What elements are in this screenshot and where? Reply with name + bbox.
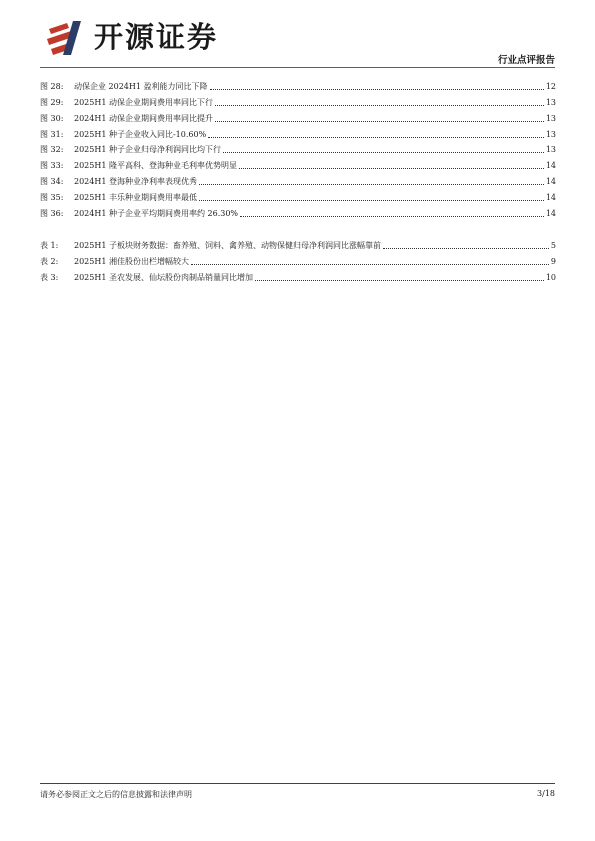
entry-title: 2025H1 种子企业收入同比-10.60% <box>74 129 207 139</box>
entry-title: 2024H1 种子企业平均期间费用率约 26.30% <box>74 209 239 219</box>
dot-leader <box>239 168 544 169</box>
entry-page: 13 <box>545 97 556 107</box>
entry-page: 14 <box>545 209 556 219</box>
toc-entry[interactable] <box>40 171 556 187</box>
toc-entry[interactable] <box>40 155 556 171</box>
entry-title: 动保企业 2024H1 盈利能力同比下降 <box>74 81 208 91</box>
toc-entry[interactable] <box>40 76 556 92</box>
entry-page: 14 <box>545 161 556 171</box>
dot-leader <box>255 280 544 281</box>
entry-page: 14 <box>545 193 556 203</box>
entry-label: 图 36: <box>40 209 64 219</box>
footer-disclaimer: 请务必参阅正文之后的信息披露和法律声明 <box>40 790 192 799</box>
dot-leader <box>215 121 544 122</box>
page-number: 3/18 <box>537 789 555 798</box>
entry-page: 5 <box>550 240 556 250</box>
entry-page: 14 <box>545 177 556 187</box>
dot-leader <box>191 264 549 265</box>
dot-leader <box>240 216 544 217</box>
brand-name: 开源证券 <box>94 20 219 54</box>
entry-label: 表 3: <box>40 272 59 282</box>
header-divider <box>40 67 555 68</box>
dot-leader <box>223 152 544 153</box>
entry-title: 2025H1 种子企业归母净利润同比均下行 <box>74 145 221 155</box>
dot-leader <box>210 89 544 90</box>
toc-entry[interactable] <box>40 92 556 108</box>
dot-leader <box>215 105 544 106</box>
entry-title: 2025H1 湘佳股份出栏增幅较大 <box>74 256 189 266</box>
entry-title: 2025H1 丰乐种业期间费用率最低 <box>74 193 197 203</box>
footer-divider <box>40 783 555 784</box>
entry-page: 13 <box>545 113 556 123</box>
toc-entry[interactable] <box>40 124 556 140</box>
page-header <box>0 0 595 66</box>
entry-page: 9 <box>550 256 556 266</box>
toc-entry[interactable] <box>40 108 556 124</box>
entry-title: 2025H1 隆平高科、登海种业毛利率优势明显 <box>74 161 237 171</box>
toc-entry[interactable] <box>40 251 556 267</box>
toc-entry[interactable] <box>40 203 556 219</box>
figure-list <box>40 76 556 219</box>
toc-entry[interactable] <box>40 235 556 251</box>
entry-label: 图 35: <box>40 193 64 203</box>
entry-label: 图 32: <box>40 145 64 155</box>
entry-title: 2024H1 动保企业期间费用率同比提升 <box>74 113 213 123</box>
entry-label: 图 33: <box>40 161 64 171</box>
toc-entry[interactable] <box>40 267 556 283</box>
entry-label: 表 1: <box>40 240 59 250</box>
brand-logo-icon <box>47 19 85 57</box>
dot-leader <box>199 200 544 201</box>
toc-entry[interactable] <box>40 187 556 203</box>
entry-page: 13 <box>545 129 556 139</box>
dot-leader <box>383 248 549 249</box>
entry-title: 2025H1 动保企业期间费用率同比下行 <box>74 97 213 107</box>
entry-label: 表 2: <box>40 256 59 266</box>
dot-leader <box>208 137 544 138</box>
table-list <box>40 235 556 283</box>
report-type: 行业点评报告 <box>497 55 555 66</box>
entry-page: 12 <box>545 81 556 91</box>
entry-label: 图 28: <box>40 81 64 91</box>
dot-leader <box>199 184 544 185</box>
entry-title: 2025H1 圣农发展、仙坛股份肉制品销量同比增加 <box>74 272 253 282</box>
entry-label: 图 34: <box>40 177 64 187</box>
entry-title: 2024H1 登海种业净利率表现优秀 <box>74 177 197 187</box>
entry-label: 图 30: <box>40 113 64 123</box>
brand-logo <box>47 17 247 57</box>
entry-page: 13 <box>545 145 556 155</box>
toc-entry[interactable] <box>40 140 556 156</box>
entry-label: 图 31: <box>40 129 64 139</box>
entry-title: 2025H1 子板块财务数据：畜养殖、饲料、禽养殖、动物保健归母净利润同比涨幅靠前 <box>74 240 381 250</box>
entry-label: 图 29: <box>40 97 64 107</box>
entry-page: 10 <box>545 272 556 282</box>
